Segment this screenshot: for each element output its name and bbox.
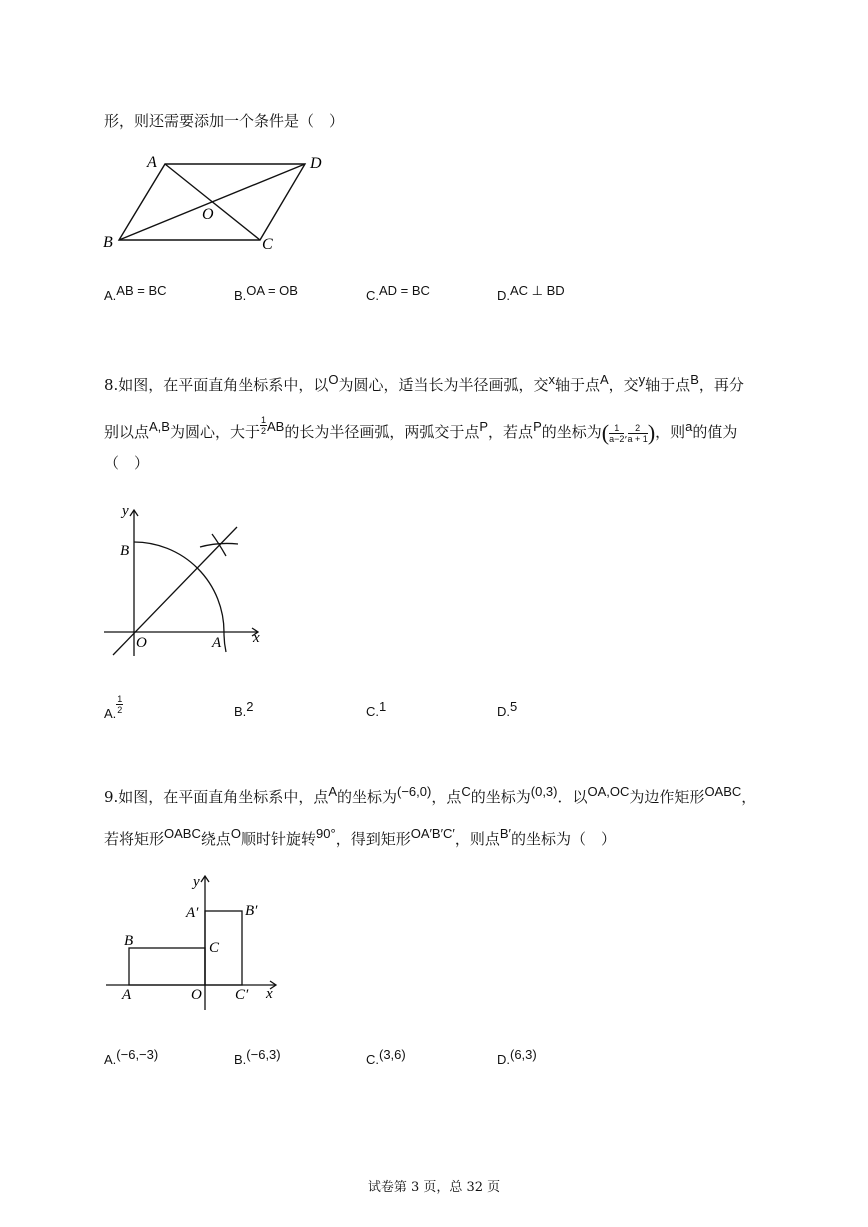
q8-text: 别以点 — [104, 423, 150, 441]
option-value: (6,3) — [510, 1047, 537, 1062]
option-label: D. — [497, 704, 510, 719]
q9-stem-line2 — [104, 828, 616, 849]
q9-text: 若将矩形 — [104, 830, 165, 848]
option-label: A. — [104, 1052, 117, 1067]
q9-math: (0,3) — [530, 784, 558, 799]
paren-left: ( — [601, 420, 610, 445]
q9-math: 90° — [316, 826, 336, 841]
option-value: AD = BC — [379, 283, 430, 298]
q8-text: 为圆心，大于 — [169, 423, 260, 441]
q8-text: 轴于点 — [645, 376, 691, 394]
q8-fraction-1: $\frac{1}{a-2}$ — [609, 422, 625, 444]
q9-math: OABC — [164, 826, 201, 841]
q9-label-C: C — [209, 940, 220, 956]
option-label: D. — [497, 1052, 510, 1067]
q8-label-x: x — [253, 630, 260, 646]
q8-text: ，再分 — [698, 376, 744, 394]
q9-label-B-prime: B′ — [245, 903, 258, 919]
q8-math: y — [638, 372, 646, 387]
option-label: B. — [234, 704, 247, 719]
q9-text: 的坐标为（ ） — [510, 830, 616, 848]
q8-option-c[interactable] — [366, 699, 387, 719]
q8-stem-line1 — [104, 374, 744, 395]
q8-label-y: y — [122, 503, 129, 519]
q8-text: 为圆心，适当长为半径画弧，交 — [338, 376, 549, 394]
q9-math: A — [328, 784, 337, 799]
q9-label-C-prime: C′ — [235, 987, 249, 1003]
q8-math: A,B — [149, 419, 170, 434]
q7-label-C: C — [262, 236, 273, 253]
q9-text: 9.如图，在平面直角坐标系中，点 — [104, 788, 329, 806]
q8-option-b[interactable] — [234, 699, 254, 719]
q8-text: 的坐标为 — [541, 423, 602, 441]
q9-text: 绕点 — [200, 830, 231, 848]
q7-option-d[interactable] — [497, 283, 565, 304]
q9-text: 顺时针旋转 — [241, 830, 317, 848]
q7-option-b[interactable] — [234, 283, 298, 303]
option-label: A. — [104, 705, 117, 721]
q9-math: (−6,0) — [397, 784, 432, 799]
q9-math: B′ — [499, 826, 511, 841]
q8-text: 8.如图，在平面直角坐标系中，以 — [104, 376, 329, 394]
q9-label-x: x — [266, 986, 273, 1002]
q9-label-B: B — [124, 933, 134, 949]
q8-math: AB — [267, 419, 285, 434]
page-footer: 试卷第 3 页，总 32 页 — [367, 1180, 501, 1195]
q9-text: ，得到矩形 — [335, 830, 411, 848]
q8-label-O: O — [136, 635, 147, 651]
q9-option-c[interactable] — [366, 1047, 406, 1067]
q8-math: P — [533, 419, 542, 434]
q9-text: ，则点 — [454, 830, 500, 848]
option-value: 1 — [379, 699, 387, 714]
q8-stem-line3: （ ） — [104, 454, 150, 472]
option-fraction: $\frac{1}{2}$ — [117, 694, 123, 715]
q7-label-O: O — [202, 206, 214, 223]
q9-option-b[interactable] — [234, 1047, 281, 1067]
q9-math: C — [461, 784, 471, 799]
q8-fraction-half: $\frac{1}{2}$ — [261, 414, 267, 436]
q9-text: ，点 — [431, 788, 462, 806]
option-value: 2 — [246, 699, 254, 714]
q8-coordinate-figure — [100, 500, 270, 660]
q7-parallelogram-figure — [100, 150, 340, 260]
q8-stem-line2: 别以点A,B为圆心，大于 $\frac{1}{2}$ AB的长为半径画弧，两弧交于点P，若点P的坐标为( $\frac{1}{a-2}$ , $\frac{2}{a + 1}$ )，则a的值为 — [104, 414, 738, 445]
q8-text: ，则 — [655, 423, 686, 441]
option-label: C. — [366, 1052, 379, 1067]
q8-math: O — [328, 372, 339, 387]
q9-text: ．以 — [557, 788, 588, 806]
option-value: (3,6) — [379, 1047, 406, 1062]
q9-label-A-prime: A′ — [186, 905, 199, 921]
option-value: (−6,3) — [246, 1047, 281, 1062]
q8-option-d[interactable] — [497, 699, 518, 719]
q9-text: 的坐标为 — [470, 788, 531, 806]
option-label: D. — [497, 288, 510, 303]
option-value: AB = BC — [116, 283, 167, 298]
option-label: C. — [366, 288, 379, 303]
q8-label-B: B — [120, 543, 130, 559]
q8-math: P — [479, 419, 489, 434]
q8-label-A: A — [212, 635, 222, 651]
q8-math: a — [685, 419, 693, 434]
q8-fraction-2: $\frac{2}{a + 1}$ — [627, 422, 648, 444]
q7-label-B: B — [103, 234, 113, 251]
option-value: 5 — [510, 699, 518, 714]
q7-label-A: A — [147, 154, 157, 171]
q8-math: A — [599, 372, 609, 387]
option-label: C. — [366, 704, 379, 719]
q9-label-y: y — [193, 874, 200, 890]
option-label: B. — [234, 288, 247, 303]
q8-option-a[interactable] — [104, 694, 123, 725]
q7-label-D: D — [310, 155, 322, 172]
q9-text: 的坐标为 — [337, 788, 398, 806]
q9-stem-line1 — [104, 786, 756, 807]
q9-math: O — [230, 826, 241, 841]
q7-option-c[interactable] — [366, 283, 430, 303]
option-value: AC ⊥ BD — [510, 283, 565, 298]
q8-text: ，若点 — [488, 423, 534, 441]
q8-text: 的长为半径画弧，两弧交于点 — [284, 423, 480, 441]
q9-text: ， — [741, 788, 757, 806]
option-value: OA = OB — [246, 283, 298, 298]
q8-text: 轴于点 — [554, 376, 600, 394]
q8-math: B — [690, 372, 699, 387]
q8-math: x — [548, 372, 555, 387]
q9-math: OABC — [704, 784, 742, 799]
option-value: (−6,−3) — [116, 1047, 159, 1062]
option-label: A. — [104, 288, 117, 303]
q9-label-A: A — [122, 987, 132, 1003]
q9-option-a[interactable] — [104, 1047, 159, 1067]
option-label: B. — [234, 1052, 247, 1067]
paren-right: ) — [647, 420, 656, 445]
q9-rectangle-figure — [100, 870, 285, 1010]
q9-math: OA′B′C′ — [410, 826, 455, 841]
q9-math: OA,OC — [587, 784, 630, 799]
q8-text: 的值为 — [692, 423, 738, 441]
q7-option-a[interactable] — [104, 283, 167, 303]
q9-text: 为边作矩形 — [629, 788, 705, 806]
q9-option-d[interactable] — [497, 1047, 537, 1067]
q9-label-O: O — [191, 987, 202, 1003]
q7-stem-tail: 形，则还需要添加一个条件是（ ） — [104, 112, 345, 130]
q8-text: ，交 — [608, 376, 639, 394]
